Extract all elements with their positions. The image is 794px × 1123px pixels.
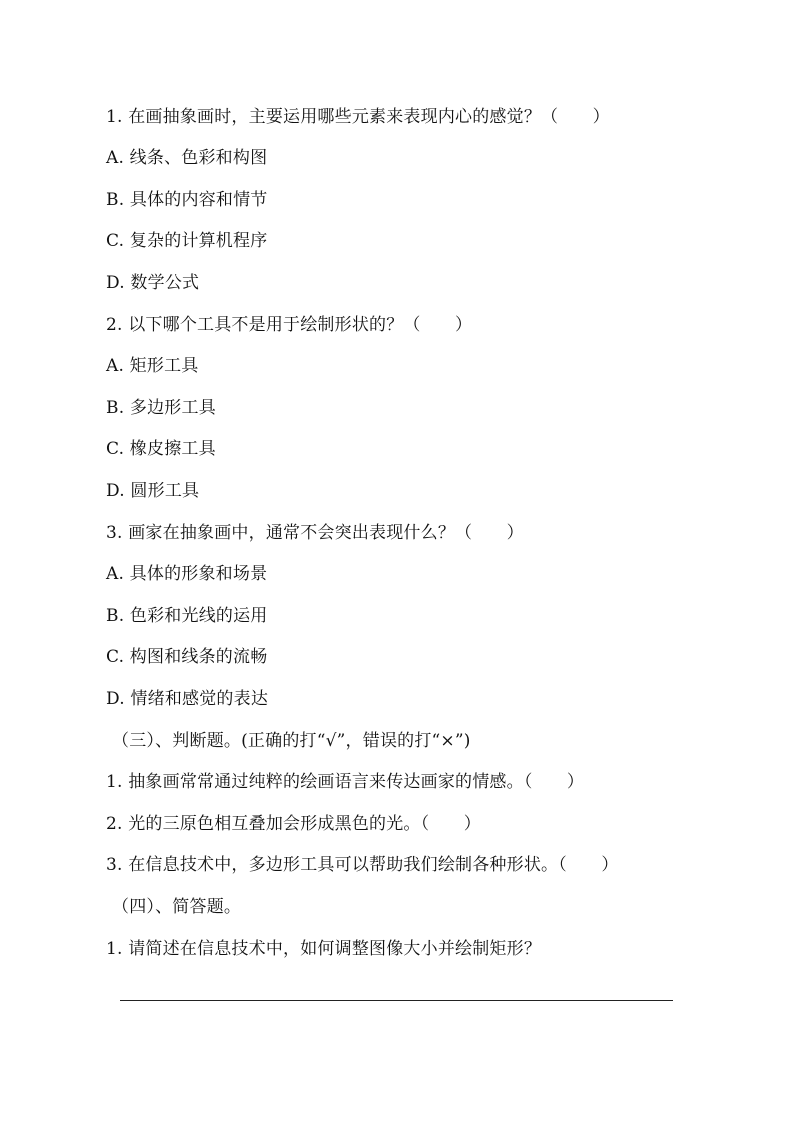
question-3-option-c: C. 构图和线条的流畅 bbox=[106, 647, 268, 667]
question-1-option-b: B. 具体的内容和情节 bbox=[106, 190, 268, 210]
section-short-answer-heading: （四）、简答题。 bbox=[112, 897, 242, 917]
question-1-option-d: D. 数学公式 bbox=[106, 273, 200, 293]
short-answer-1: 1. 请简述在信息技术中，如何调整图像大小并绘制矩形？ bbox=[106, 939, 542, 959]
question-2-option-a: A. 矩形工具 bbox=[106, 356, 199, 376]
question-3-option-b: B. 色彩和光线的运用 bbox=[106, 606, 268, 626]
question-3: 3. 画家在抽象画中，通常不会突出表现什么？（ ） bbox=[106, 523, 524, 543]
question-2-option-b: B. 多边形工具 bbox=[106, 398, 216, 418]
section-true-false-heading: （三）、判断题。(正确的打“√”，错误的打“×”) bbox=[112, 731, 471, 751]
question-1-option-a: A. 线条、色彩和构图 bbox=[106, 148, 268, 168]
question-1-option-c: C. 复杂的计算机程序 bbox=[106, 231, 268, 251]
question-2: 2. 以下哪个工具不是用于绘制形状的？（ ） bbox=[106, 315, 473, 335]
true-false-1: 1. 抽象画常常通过纯粹的绘画语言来传达画家的情感。（ ） bbox=[106, 772, 585, 792]
question-3-option-a: A. 具体的形象和场景 bbox=[106, 564, 268, 584]
question-3-option-d: D. 情绪和感觉的表达 bbox=[106, 689, 269, 709]
answer-blank-line bbox=[120, 1000, 673, 1001]
true-false-3: 3. 在信息技术中，多边形工具可以帮助我们绘制各种形状。（ ） bbox=[106, 855, 619, 875]
question-2-option-c: C. 橡皮擦工具 bbox=[106, 439, 216, 459]
true-false-2: 2. 光的三原色相互叠加会形成黑色的光。（ ） bbox=[106, 814, 481, 834]
question-1: 1. 在画抽象画时，主要运用哪些元素来表现内心的感觉？（ ） bbox=[106, 107, 610, 127]
question-2-option-d: D. 圆形工具 bbox=[106, 481, 200, 501]
